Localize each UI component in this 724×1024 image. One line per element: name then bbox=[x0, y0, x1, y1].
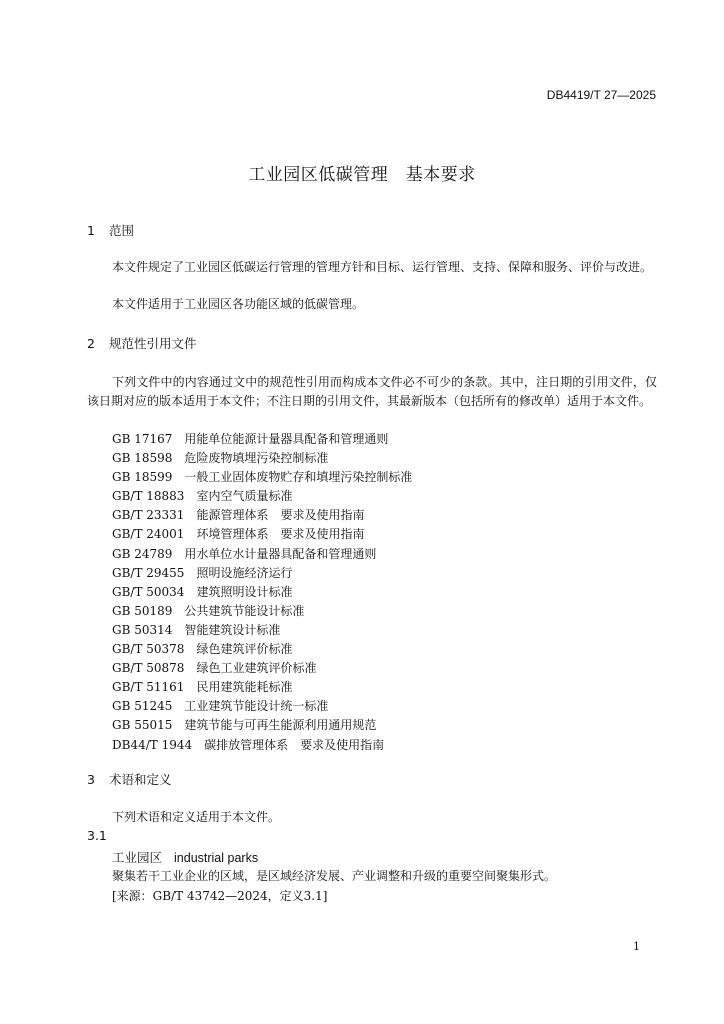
reference-code: GB 51245 bbox=[112, 699, 173, 714]
reference-title: 绿色工业建筑评价标准 bbox=[196, 661, 317, 676]
section-title: 规范性引用文件 bbox=[109, 336, 197, 351]
document-code: DB4419/T 27—2025 bbox=[546, 88, 656, 102]
reference-item bbox=[112, 697, 412, 716]
reference-code: GB/T 29455 bbox=[112, 565, 185, 580]
reference-code: GB 50314 bbox=[112, 622, 173, 637]
reference-code: DB44/T 1944 bbox=[112, 737, 193, 752]
reference-item bbox=[112, 487, 412, 506]
term-definition: 聚集若干工业企业的区域，是区域经济发展、产业调整和升级的重要空间聚集形式。 bbox=[112, 869, 557, 883]
section-number: 2 bbox=[87, 336, 95, 351]
reference-title: 智能建筑设计标准 bbox=[184, 622, 281, 637]
scope-paragraph-1: 本文件规定了工业园区低碳运行管理的管理方针和目标、运行管理、支持、保障和服务、评价与改进。 bbox=[112, 260, 653, 274]
reference-code: GB/T 18883 bbox=[112, 489, 185, 504]
reference-item bbox=[112, 430, 412, 449]
section-number: 3 bbox=[87, 772, 95, 787]
references-intro: 下列文件中的内容通过文中的规范性引用而构成本文件必不可少的条款。其中，注日期的引用文件，仅该日期对应的版本适用于本文件；不注日期的引用文件，其最新版本（包括所有的修改单）适用于本文件。 bbox=[87, 375, 657, 408]
section-1-heading bbox=[87, 221, 134, 239]
reference-title: 民用建筑能耗标准 bbox=[196, 680, 293, 695]
reference-code: GB 24789 bbox=[112, 546, 173, 561]
reference-title: 危险废物填埋污染控制标准 bbox=[184, 451, 329, 466]
document-title: 工业园区低碳管理 基本要求 bbox=[248, 165, 476, 185]
reference-title: 环境管理体系 要求及使用指南 bbox=[196, 527, 365, 542]
term-chinese: 工业园区 bbox=[112, 850, 163, 865]
reference-item bbox=[112, 468, 412, 487]
reference-item bbox=[112, 525, 412, 544]
reference-item bbox=[112, 449, 412, 468]
terms-intro: 下列术语和定义适用于本文件。 bbox=[112, 810, 281, 824]
reference-item bbox=[112, 621, 412, 640]
reference-title: 用水单位水计量器具配备和管理通则 bbox=[184, 546, 377, 561]
section-title: 术语和定义 bbox=[109, 772, 172, 787]
section-2-heading bbox=[87, 334, 197, 352]
reference-code: GB 18599 bbox=[112, 470, 173, 485]
reference-title: 照明设施经济运行 bbox=[196, 565, 293, 580]
reference-title: 碳排放管理体系 要求及使用指南 bbox=[204, 737, 385, 752]
reference-item bbox=[112, 640, 412, 659]
reference-code: GB/T 50034 bbox=[112, 584, 185, 599]
reference-title: 工业建筑节能设计统一标准 bbox=[184, 699, 329, 714]
reference-code: GB 18598 bbox=[112, 451, 173, 466]
reference-title: 用能单位能源计量器具配备和管理通则 bbox=[184, 432, 389, 446]
reference-item bbox=[112, 506, 412, 525]
reference-item bbox=[112, 678, 412, 697]
term-english: industrial parks bbox=[174, 851, 259, 865]
reference-code: GB 55015 bbox=[112, 718, 173, 733]
reference-title: 建筑照明设计标准 bbox=[196, 584, 293, 599]
reference-list bbox=[112, 430, 412, 755]
reference-code: GB/T 50378 bbox=[112, 642, 185, 657]
reference-item bbox=[112, 602, 412, 621]
reference-title: 一般工业固体废物贮存和填埋污染控制标准 bbox=[184, 470, 413, 485]
term-number: 3.1 bbox=[87, 828, 107, 843]
reference-code: GB/T 24001 bbox=[112, 527, 185, 542]
scope-paragraph-2: 本文件适用于工业园区各功能区域的低碳管理。 bbox=[112, 297, 365, 311]
reference-item bbox=[112, 545, 412, 564]
reference-item bbox=[112, 716, 412, 735]
reference-item bbox=[112, 564, 412, 583]
term-entry bbox=[112, 848, 258, 866]
reference-code: GB 50189 bbox=[112, 603, 173, 618]
reference-item bbox=[112, 583, 412, 602]
reference-title: 绿色建筑评价标准 bbox=[196, 642, 293, 657]
reference-code: GB/T 51161 bbox=[112, 680, 185, 695]
section-number: 1 bbox=[87, 223, 95, 238]
section-3-heading bbox=[87, 770, 172, 788]
page-number: 1 bbox=[633, 940, 640, 953]
reference-code: GB/T 50878 bbox=[112, 661, 185, 676]
reference-title: 能源管理体系 要求及使用指南 bbox=[196, 508, 365, 523]
section-title: 范围 bbox=[109, 223, 135, 238]
reference-title: 建筑节能与可再生能源利用通用规范 bbox=[184, 718, 377, 733]
reference-code: GB 17167 bbox=[112, 432, 173, 446]
term-source: [来源：GB/T 43742—2024，定义3.1] bbox=[112, 889, 328, 903]
reference-code: GB/T 23331 bbox=[112, 508, 185, 523]
reference-title: 公共建筑节能设计标准 bbox=[184, 603, 305, 618]
reference-title: 室内空气质量标准 bbox=[196, 489, 293, 504]
reference-item bbox=[112, 736, 412, 755]
reference-item bbox=[112, 659, 412, 678]
